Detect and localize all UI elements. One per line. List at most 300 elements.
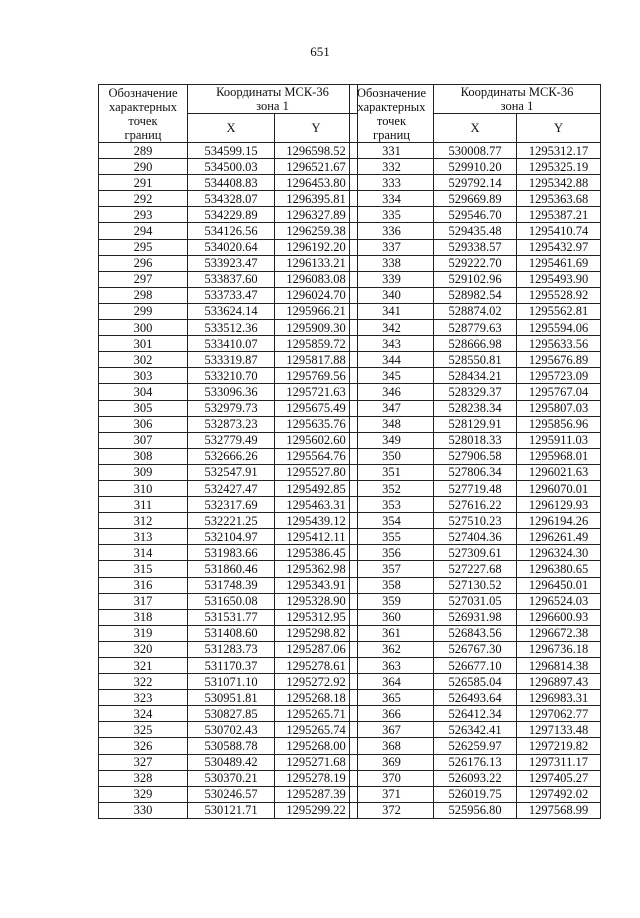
table-row (350, 432, 601, 448)
point-number: 344 (350, 352, 434, 368)
table-row (99, 432, 358, 448)
y-coordinate: 1297311.17 (517, 754, 601, 770)
table-row (350, 625, 601, 641)
table-row (350, 303, 601, 319)
y-coordinate: 1295363.68 (517, 191, 601, 207)
y-coordinate: 1295265.71 (275, 706, 358, 722)
table-row (99, 336, 358, 352)
point-number: 369 (350, 754, 434, 770)
point-number: 318 (99, 609, 188, 625)
table-row (350, 255, 601, 271)
table-row (99, 384, 358, 400)
y-coordinate: 1295909.30 (275, 320, 358, 336)
point-number: 337 (350, 239, 434, 255)
table-row (350, 513, 601, 529)
table-row (350, 593, 601, 609)
point-number: 327 (99, 754, 188, 770)
y-coordinate: 1295268.00 (275, 738, 358, 754)
table-row (350, 738, 601, 754)
point-number: 336 (350, 223, 434, 239)
point-number: 290 (99, 159, 188, 175)
point-number: 357 (350, 561, 434, 577)
y-coordinate: 1295911.03 (517, 432, 601, 448)
point-number: 333 (350, 175, 434, 191)
table-row (350, 400, 601, 416)
x-coordinate: 529435.48 (434, 223, 517, 239)
table-row (350, 287, 601, 303)
point-number: 320 (99, 641, 188, 657)
point-number: 295 (99, 239, 188, 255)
y-coordinate: 1295287.39 (275, 786, 358, 802)
y-coordinate: 1295343.91 (275, 577, 358, 593)
y-coordinate: 1296598.52 (275, 143, 358, 159)
point-number: 308 (99, 448, 188, 464)
x-coordinate: 526585.04 (434, 674, 517, 690)
x-coordinate: 528874.02 (434, 303, 517, 319)
table-row (99, 175, 358, 191)
point-number: 328 (99, 770, 188, 786)
x-coordinate: 533624.14 (188, 303, 275, 319)
point-number: 299 (99, 303, 188, 319)
table-row (99, 207, 358, 223)
point-number: 371 (350, 786, 434, 802)
point-number: 346 (350, 384, 434, 400)
y-coordinate: 1296133.21 (275, 255, 358, 271)
table-row (350, 802, 601, 818)
table-row (99, 641, 358, 657)
point-number: 341 (350, 303, 434, 319)
y-coordinate: 1296194.26 (517, 513, 601, 529)
point-number: 355 (350, 529, 434, 545)
x-coordinate: 528238.34 (434, 400, 517, 416)
table-row (350, 352, 601, 368)
table-row (99, 239, 358, 255)
x-coordinate: 527227.68 (434, 561, 517, 577)
x-coordinate: 527616.22 (434, 497, 517, 513)
y-coordinate: 1295817.88 (275, 352, 358, 368)
table-row (99, 690, 358, 706)
point-number: 312 (99, 513, 188, 529)
table-row (99, 191, 358, 207)
x-coordinate: 531170.37 (188, 658, 275, 674)
table-row (350, 480, 601, 496)
x-coordinate: 534328.07 (188, 191, 275, 207)
y-coordinate: 1295265.74 (275, 722, 358, 738)
y-coordinate: 1296672.38 (517, 625, 601, 641)
x-coordinate: 531860.46 (188, 561, 275, 577)
y-coordinate: 1295675.49 (275, 400, 358, 416)
y-coordinate: 1295721.63 (275, 384, 358, 400)
y-coordinate: 1296450.01 (517, 577, 601, 593)
x-coordinate: 534126.56 (188, 223, 275, 239)
table-row (350, 336, 601, 352)
y-coordinate: 1295328.90 (275, 593, 358, 609)
x-coordinate: 529222.70 (434, 255, 517, 271)
x-coordinate: 528982.54 (434, 287, 517, 303)
y-coordinate: 1295527.80 (275, 464, 358, 480)
table-row (99, 448, 358, 464)
x-coordinate: 530246.57 (188, 786, 275, 802)
x-coordinate: 529910.20 (434, 159, 517, 175)
y-coordinate: 1296524.03 (517, 593, 601, 609)
point-number: 323 (99, 690, 188, 706)
table-row (99, 658, 358, 674)
y-coordinate: 1295676.89 (517, 352, 601, 368)
x-coordinate: 530588.78 (188, 738, 275, 754)
point-number: 289 (99, 143, 188, 159)
point-number: 351 (350, 464, 434, 480)
point-number: 325 (99, 722, 188, 738)
table-row (350, 545, 601, 561)
x-coordinate: 532317.69 (188, 497, 275, 513)
point-number: 296 (99, 255, 188, 271)
header-point-label: Обозначение характерных точек границ (99, 85, 188, 143)
x-coordinate: 528018.33 (434, 432, 517, 448)
y-coordinate: 1295856.96 (517, 416, 601, 432)
table-row (350, 770, 601, 786)
y-coordinate: 1296261.49 (517, 529, 601, 545)
coordinates-table-left (98, 84, 358, 819)
x-coordinate: 526767.30 (434, 641, 517, 657)
table-row (350, 207, 601, 223)
point-number: 297 (99, 271, 188, 287)
y-coordinate: 1295271.68 (275, 754, 358, 770)
y-coordinate: 1296897.43 (517, 674, 601, 690)
table-row (99, 287, 358, 303)
table-row (99, 497, 358, 513)
y-coordinate: 1296024.70 (275, 287, 358, 303)
point-number: 301 (99, 336, 188, 352)
y-coordinate: 1296192.20 (275, 239, 358, 255)
x-coordinate: 533210.70 (188, 368, 275, 384)
point-number: 298 (99, 287, 188, 303)
x-coordinate: 533096.36 (188, 384, 275, 400)
y-coordinate: 1296070.01 (517, 480, 601, 496)
x-coordinate: 532547.91 (188, 464, 275, 480)
table-row (350, 754, 601, 770)
y-coordinate: 1295298.82 (275, 625, 358, 641)
y-coordinate: 1295299.22 (275, 802, 358, 818)
x-coordinate: 532873.23 (188, 416, 275, 432)
coordinates-table-right (349, 84, 601, 819)
table-row (350, 786, 601, 802)
table-row (350, 368, 601, 384)
point-number: 331 (350, 143, 434, 159)
table-row (99, 416, 358, 432)
x-coordinate: 534229.89 (188, 207, 275, 223)
x-coordinate: 530951.81 (188, 690, 275, 706)
table-row (99, 464, 358, 480)
table-row (99, 513, 358, 529)
table-row (350, 609, 601, 625)
x-coordinate: 527906.58 (434, 448, 517, 464)
x-coordinate: 529792.14 (434, 175, 517, 191)
header-x: X (188, 114, 275, 143)
header-x: X (434, 114, 517, 143)
y-coordinate: 1296324.30 (517, 545, 601, 561)
x-coordinate: 530121.71 (188, 802, 275, 818)
x-coordinate: 533923.47 (188, 255, 275, 271)
point-number: 342 (350, 320, 434, 336)
x-coordinate: 532427.47 (188, 480, 275, 496)
y-coordinate: 1296521.67 (275, 159, 358, 175)
x-coordinate: 527404.36 (434, 529, 517, 545)
x-coordinate: 527806.34 (434, 464, 517, 480)
table-row (99, 706, 358, 722)
x-coordinate: 526931.98 (434, 609, 517, 625)
table-row (99, 255, 358, 271)
x-coordinate: 526412.34 (434, 706, 517, 722)
y-coordinate: 1295493.90 (517, 271, 601, 287)
table-row (99, 625, 358, 641)
table-row (99, 368, 358, 384)
y-coordinate: 1297133.48 (517, 722, 601, 738)
point-number: 345 (350, 368, 434, 384)
y-coordinate: 1296129.93 (517, 497, 601, 513)
x-coordinate: 533410.07 (188, 336, 275, 352)
x-coordinate: 530702.43 (188, 722, 275, 738)
point-number: 322 (99, 674, 188, 690)
x-coordinate: 533319.87 (188, 352, 275, 368)
y-coordinate: 1295312.17 (517, 143, 601, 159)
header-y: Y (517, 114, 601, 143)
page-number: 651 (310, 44, 330, 59)
x-coordinate: 532779.49 (188, 432, 275, 448)
table-row (99, 674, 358, 690)
point-number: 360 (350, 609, 434, 625)
point-number: 294 (99, 223, 188, 239)
x-coordinate: 526342.41 (434, 722, 517, 738)
point-number: 368 (350, 738, 434, 754)
x-coordinate: 527719.48 (434, 480, 517, 496)
y-coordinate: 1295968.01 (517, 448, 601, 464)
point-number: 313 (99, 529, 188, 545)
y-coordinate: 1295492.85 (275, 480, 358, 496)
point-number: 302 (99, 352, 188, 368)
x-coordinate: 528434.21 (434, 368, 517, 384)
table-row (350, 416, 601, 432)
y-coordinate: 1295312.95 (275, 609, 358, 625)
point-number: 367 (350, 722, 434, 738)
table-row (350, 529, 601, 545)
table-row (350, 690, 601, 706)
y-coordinate: 1297062.77 (517, 706, 601, 722)
table-row (99, 786, 358, 802)
y-coordinate: 1296453.80 (275, 175, 358, 191)
table-body-right (350, 85, 601, 819)
table-row (99, 754, 358, 770)
table-row (350, 271, 601, 287)
point-number: 326 (99, 738, 188, 754)
point-number: 307 (99, 432, 188, 448)
y-coordinate: 1295635.76 (275, 416, 358, 432)
y-coordinate: 1295386.45 (275, 545, 358, 561)
point-number: 334 (350, 191, 434, 207)
x-coordinate: 529102.96 (434, 271, 517, 287)
y-coordinate: 1295564.76 (275, 448, 358, 464)
table-row (350, 384, 601, 400)
point-number: 350 (350, 448, 434, 464)
x-coordinate: 529546.70 (434, 207, 517, 223)
point-number: 293 (99, 207, 188, 223)
y-coordinate: 1295723.09 (517, 368, 601, 384)
x-coordinate: 530370.21 (188, 770, 275, 786)
y-coordinate: 1295278.61 (275, 658, 358, 674)
table-row (350, 497, 601, 513)
point-number: 366 (350, 706, 434, 722)
x-coordinate: 532221.25 (188, 513, 275, 529)
point-number: 304 (99, 384, 188, 400)
y-coordinate: 1296814.38 (517, 658, 601, 674)
table-row (99, 593, 358, 609)
y-coordinate: 1296736.18 (517, 641, 601, 657)
x-coordinate: 527130.52 (434, 577, 517, 593)
x-coordinate: 534408.83 (188, 175, 275, 191)
point-number: 359 (350, 593, 434, 609)
table-row (350, 641, 601, 657)
y-coordinate: 1297219.82 (517, 738, 601, 754)
x-coordinate: 526093.22 (434, 770, 517, 786)
y-coordinate: 1295362.98 (275, 561, 358, 577)
header-coordinates: Координаты МСК-36 зона 1 (434, 85, 601, 114)
x-coordinate: 531408.60 (188, 625, 275, 641)
table-row (350, 159, 601, 175)
x-coordinate: 528666.98 (434, 336, 517, 352)
point-number: 349 (350, 432, 434, 448)
point-number: 365 (350, 690, 434, 706)
x-coordinate: 531748.39 (188, 577, 275, 593)
x-coordinate: 526176.13 (434, 754, 517, 770)
point-number: 315 (99, 561, 188, 577)
x-coordinate: 534020.64 (188, 239, 275, 255)
point-number: 354 (350, 513, 434, 529)
table-row (99, 738, 358, 754)
y-coordinate: 1295602.60 (275, 432, 358, 448)
x-coordinate: 529669.89 (434, 191, 517, 207)
table-row (350, 464, 601, 480)
y-coordinate: 1296600.93 (517, 609, 601, 625)
y-coordinate: 1296983.31 (517, 690, 601, 706)
point-number: 303 (99, 368, 188, 384)
y-coordinate: 1295387.21 (517, 207, 601, 223)
point-number: 372 (350, 802, 434, 818)
y-coordinate: 1295966.21 (275, 303, 358, 319)
y-coordinate: 1295439.12 (275, 513, 358, 529)
point-number: 338 (350, 255, 434, 271)
y-coordinate: 1295807.03 (517, 400, 601, 416)
table-row (99, 400, 358, 416)
point-number: 361 (350, 625, 434, 641)
point-number: 335 (350, 207, 434, 223)
table-row (350, 191, 601, 207)
y-coordinate: 1295287.06 (275, 641, 358, 657)
y-coordinate: 1295594.06 (517, 320, 601, 336)
y-coordinate: 1295463.31 (275, 497, 358, 513)
x-coordinate: 533837.60 (188, 271, 275, 287)
table-row (99, 303, 358, 319)
point-number: 370 (350, 770, 434, 786)
y-coordinate: 1295859.72 (275, 336, 358, 352)
x-coordinate: 533512.36 (188, 320, 275, 336)
table-row (350, 722, 601, 738)
point-number: 316 (99, 577, 188, 593)
point-number: 363 (350, 658, 434, 674)
x-coordinate: 531650.08 (188, 593, 275, 609)
y-coordinate: 1295432.97 (517, 239, 601, 255)
table-row (350, 674, 601, 690)
table-row (99, 561, 358, 577)
table-row (99, 320, 358, 336)
point-number: 348 (350, 416, 434, 432)
table-row (99, 352, 358, 368)
x-coordinate: 532104.97 (188, 529, 275, 545)
y-coordinate: 1295268.18 (275, 690, 358, 706)
header-coordinates: Координаты МСК-36 зона 1 (188, 85, 358, 114)
point-number: 352 (350, 480, 434, 496)
y-coordinate: 1295272.92 (275, 674, 358, 690)
point-number: 343 (350, 336, 434, 352)
point-number: 353 (350, 497, 434, 513)
point-number: 319 (99, 625, 188, 641)
y-coordinate: 1296083.08 (275, 271, 358, 287)
x-coordinate: 533733.47 (188, 287, 275, 303)
x-coordinate: 526677.10 (434, 658, 517, 674)
table-row (99, 609, 358, 625)
table-row (99, 223, 358, 239)
x-coordinate: 530008.77 (434, 143, 517, 159)
point-number: 356 (350, 545, 434, 561)
point-number: 309 (99, 464, 188, 480)
point-number: 306 (99, 416, 188, 432)
x-coordinate: 532979.73 (188, 400, 275, 416)
y-coordinate: 1295410.74 (517, 223, 601, 239)
y-coordinate: 1297492.02 (517, 786, 601, 802)
table-row (99, 545, 358, 561)
y-coordinate: 1296021.63 (517, 464, 601, 480)
x-coordinate: 527031.05 (434, 593, 517, 609)
x-coordinate: 531983.66 (188, 545, 275, 561)
point-number: 358 (350, 577, 434, 593)
table-row (99, 529, 358, 545)
x-coordinate: 534500.03 (188, 159, 275, 175)
table-row (350, 448, 601, 464)
point-number: 330 (99, 802, 188, 818)
y-coordinate: 1296259.38 (275, 223, 358, 239)
y-coordinate: 1295562.81 (517, 303, 601, 319)
point-number: 300 (99, 320, 188, 336)
table-row (99, 802, 358, 818)
point-number: 329 (99, 786, 188, 802)
point-number: 292 (99, 191, 188, 207)
header-y: Y (275, 114, 358, 143)
y-coordinate: 1295342.88 (517, 175, 601, 191)
table-row (350, 658, 601, 674)
table-row (99, 271, 358, 287)
point-number: 340 (350, 287, 434, 303)
y-coordinate: 1295633.56 (517, 336, 601, 352)
table-row (350, 143, 601, 159)
table-row (350, 175, 601, 191)
x-coordinate: 525956.80 (434, 802, 517, 818)
x-coordinate: 531071.10 (188, 674, 275, 690)
y-coordinate: 1295769.56 (275, 368, 358, 384)
point-number: 339 (350, 271, 434, 287)
x-coordinate: 528329.37 (434, 384, 517, 400)
y-coordinate: 1295278.19 (275, 770, 358, 786)
point-number: 332 (350, 159, 434, 175)
x-coordinate: 527510.23 (434, 513, 517, 529)
x-coordinate: 526843.56 (434, 625, 517, 641)
